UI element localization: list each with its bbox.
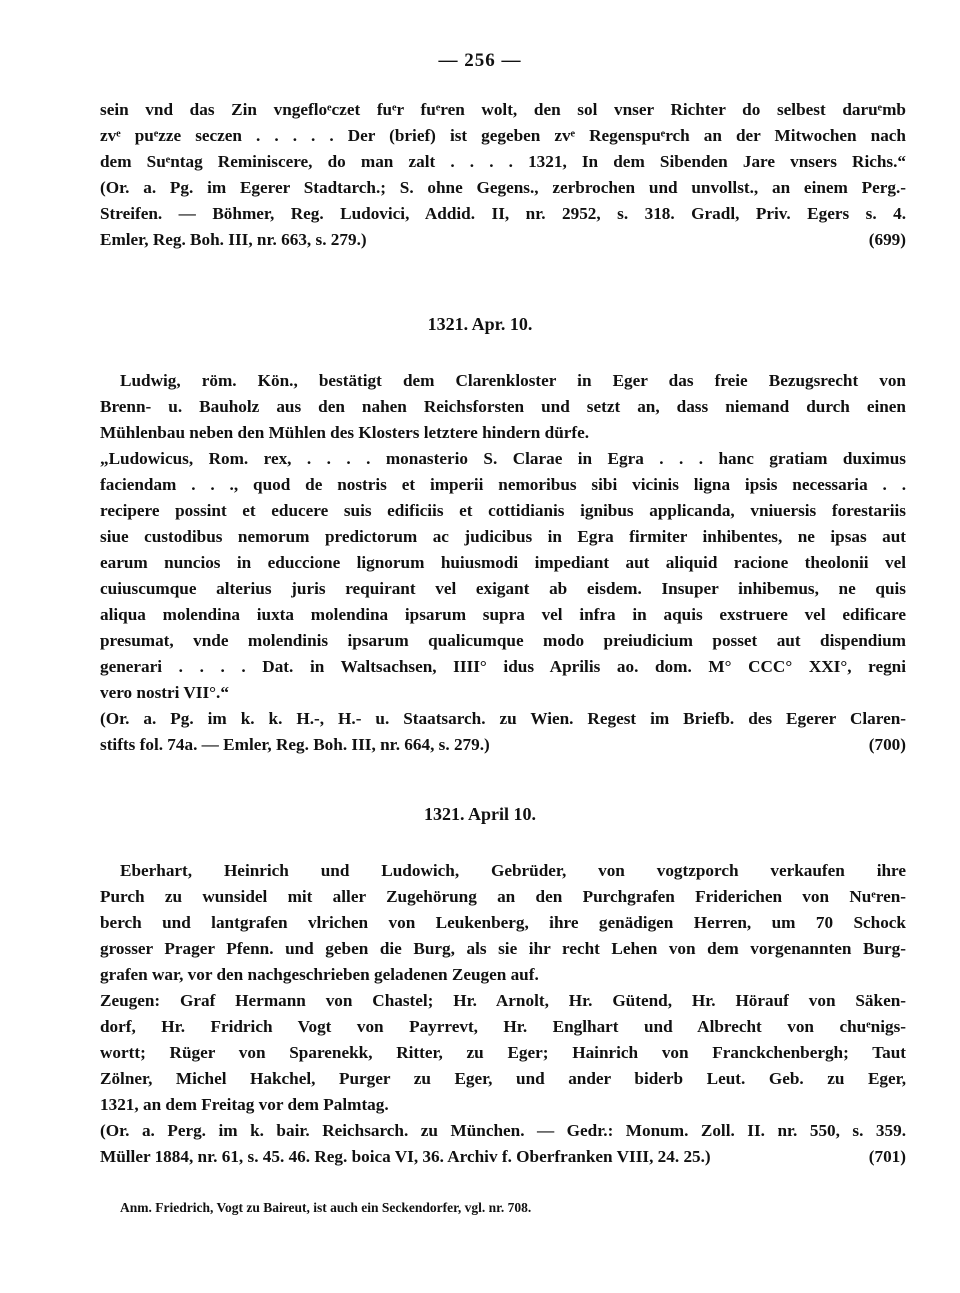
doc701-witness-line: Zeugen: Graf Hermann von Chastel; Hr. Arnolt, Hr. Gütend, Hr. Hörauf von Säken- <box>100 991 906 1010</box>
doc700-summary-line: Ludwig, röm. Kön., bestätigt dem Clarenkloster in Eger das freie Bezugsrecht von <box>120 371 906 390</box>
doc700-text-line: recipere possint et educere suis edificiis et cottidianis ignibus applicanda, vniuersis forestariis <box>100 501 906 520</box>
doc701-witness-line: wortt; Rüger von Sparenekk, Ritter, zu Eger; Hainrich von Franckchenbergh; Taut <box>100 1043 906 1062</box>
doc699-line: (Or. a. Pg. im Egerer Stadtarch.; S. ohne Gegens., zerbrochen und unvollst., an einem Perg.- <box>100 178 906 197</box>
doc699-line: Streifen. — Böhmer, Reg. Ludovici, Addid. II, nr. 2952, s. 318. Gradl, Priv. Egers s. 4. <box>100 204 906 223</box>
doc699-citation: Emler, Reg. Boh. III, nr. 663, s. 279.) <box>100 230 367 249</box>
doc700-text-line: aliqua molendina iuxta molendina ipsarum supra vel infra in aquis exstruere vel edificare <box>100 605 906 624</box>
doc701-summary-line: berch und lantgrafen vlrichen von Leukenberg, ihre genädigen Herren, um 70 Schock <box>100 913 906 932</box>
doc700-heading: 1321. Apr. 10. <box>427 314 533 334</box>
doc700-text-line: faciendam . . ., quod de nostris et imperii nemoribus sibi vicinis ligna ipsis necessaria . . <box>100 475 906 494</box>
doc699-line: zvᵉ puᵉzze seczen . . . . . Der (brief) ist gegeben zvᵉ Regenspuᵉrch an der Mitwochen nach <box>100 126 906 145</box>
doc700-summary-line: Mühlenbau neben den Mühlen des Klosters letztere hindern dürfe. <box>100 423 590 442</box>
doc701-citation: Müller 1884, nr. 61, s. 45. 46. Reg. boica VI, 36. Archiv f. Oberfranken VIII, 24. 25.) <box>100 1147 711 1166</box>
doc700-summary-line: Brenn- u. Bauholz aus den nahen Reichsforsten und setzt an, dass niemand durch einen <box>100 397 906 416</box>
doc700-text-line: presumat, vnde molendinis ipsarum qualicumque modo preiudicium posset aut dispendium <box>100 631 906 650</box>
doc699-line: dem Suᵉntag Reminiscere, do man zalt . . . . 1321, In dem Sibenden Jare vnsers Richs.“ <box>100 152 906 171</box>
doc700-number: (700) <box>868 735 906 754</box>
doc700-text-line: „Ludowicus, Rom. rex, . . . . monasterio S. Clarae in Egra . . . hanc gratiam duximus <box>100 449 906 468</box>
doc700-citation: stifts fol. 74a. — Emler, Reg. Boh. III, nr. 664, s. 279.) <box>100 735 490 754</box>
footnote: Anm. Friedrich, Vogt zu Baireut, ist auch ein Seckendorfer, vgl. nr. 708. <box>120 1200 532 1215</box>
doc699-last-line <box>100 227 906 253</box>
doc701-summary-line: Purch zu wunsidel mit aller Zugehörung an den Purchgrafen Friderichen von Nuᵉren- <box>100 887 906 906</box>
doc700-text-line: earum nuncios in educcione lignorum huiusmodi impediant aut aliquid racione theolonii vel <box>100 553 906 572</box>
page-number: — 256 — <box>438 50 522 71</box>
doc701-summary-line: Eberhart, Heinrich und Ludowich, Gebrüder, von vogtzporch verkaufen ihre <box>120 861 906 880</box>
doc701-last-line <box>100 1144 906 1170</box>
doc701-witness-line: 1321, an dem Freitag vor dem Palmtag. <box>100 1095 389 1114</box>
doc699-line: sein vnd das Zin vngefloᵉczet fuᵉr fuᵉren wolt, den sol vnser Richter do selbest daruᵉmb <box>100 100 906 119</box>
doc700-text-line: generari . . . . Dat. in Waltsachsen, IIII° idus Aprilis ao. dom. M° CCC° XXI°, regni <box>100 657 906 676</box>
doc700-last-line <box>100 732 906 758</box>
doc700-text-line: siue custodibus nemorum predictorum ac judicibus in Egra firmiter inhibentes, ne ipsas aut <box>100 527 906 546</box>
doc701-number: (701) <box>868 1147 906 1166</box>
doc701-summary-line: grafen war, vor den nachgeschrieben geladenen Zeugen auf. <box>100 965 539 984</box>
doc700-text-line: vero nostri VII°.“ <box>100 683 229 702</box>
doc700-text-line: cuiuscumque alterius juris requirant vel exigant ab eisdem. Insuper inhibemus, ne quis <box>100 579 906 598</box>
doc701-witness-line: dorf, Hr. Fridrich Vogt von Payrrevt, Hr. Englhart und Albrecht von chuᵉnigs- <box>100 1017 906 1036</box>
doc699-number: (699) <box>868 230 906 249</box>
doc701-witness-line: (Or. a. Perg. im k. bair. Reichsarch. zu München. — Gedr.: Monum. Zoll. II. nr. 550, s. 359. <box>100 1121 906 1140</box>
doc701-summary-line: grosser Prager Pfenn. und geben die Burg, als sie ihr recht Lehen von dem vorgenannten Burg- <box>100 939 906 958</box>
doc700-text-line: (Or. a. Pg. im k. k. H.-, H.- u. Staatsarch. zu Wien. Regest im Briefb. des Egerer Claren- <box>100 709 906 728</box>
doc701-witness-line: Zölner, Michel Hakchel, Purger zu Eger, und ander biderb Leut. Geb. zu Eger, <box>100 1069 906 1088</box>
doc701-heading: 1321. April 10. <box>423 804 536 824</box>
